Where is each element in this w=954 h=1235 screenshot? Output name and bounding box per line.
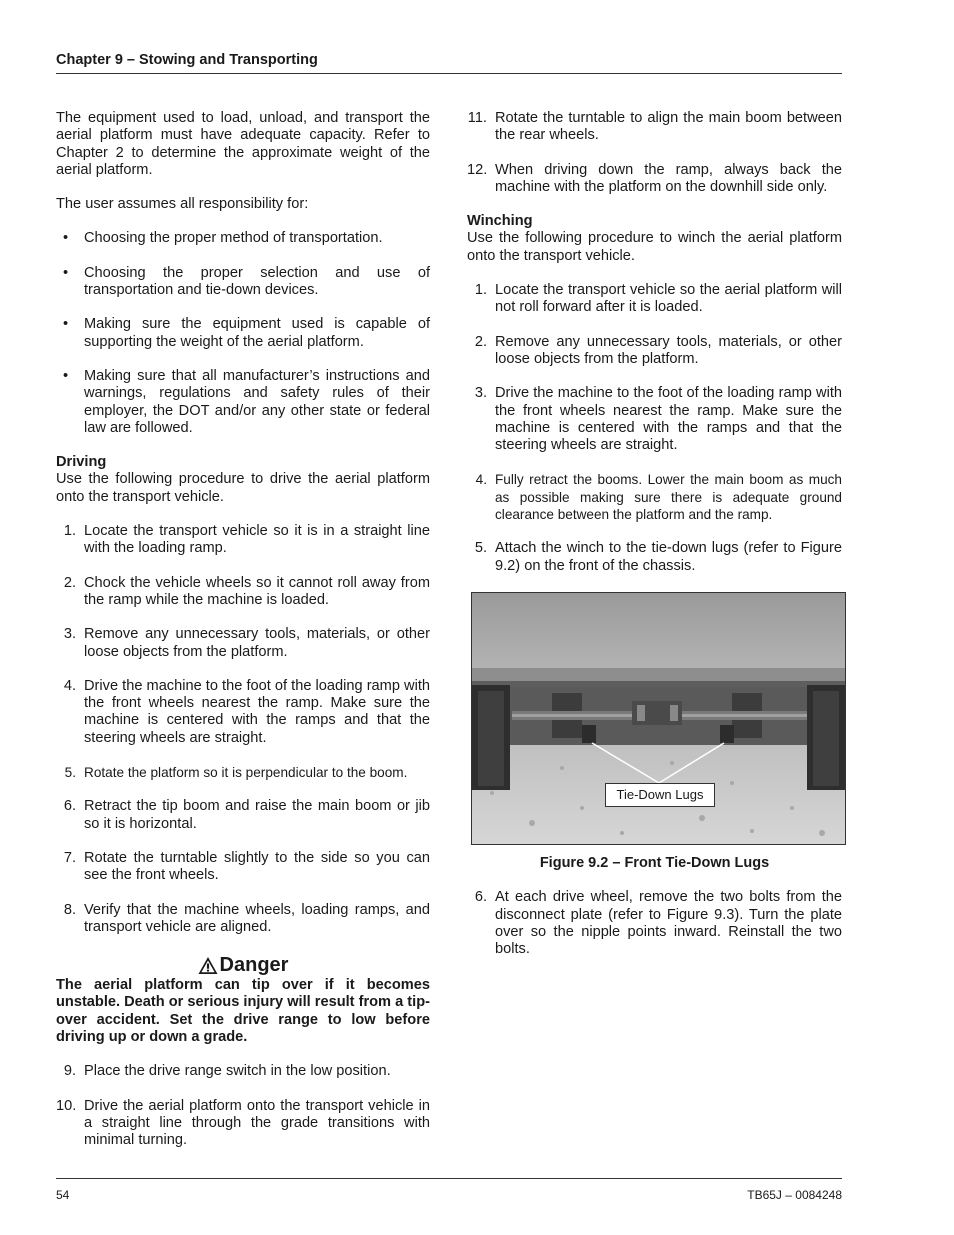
page-number: 54: [56, 1188, 70, 1202]
step-text: Drive the machine to the foot of the loading ramp with the front wheels nearest the ramp. Make sure the machine is centered with the ramps and that the steering wheels are straight.: [84, 677, 430, 746]
driving-steps-end: [467, 110, 842, 196]
list-item: • Choosing the proper method of transportation.: [56, 230, 430, 247]
step-text: Rotate the turntable slightly to the side so you can see the front wheels.: [84, 849, 430, 884]
step-text: Retract the tip boom and raise the main boom or jib so it is horizontal.: [84, 798, 430, 832]
list-item: [56, 626, 430, 661]
list-item: [56, 798, 430, 833]
step-text: Fully retract the booms. Lower the main boom as much as possible making sure there is adequate ground clearance between the platform and the ramp.: [495, 472, 842, 523]
responsibility-list: [56, 230, 430, 437]
list-item: [467, 334, 842, 369]
step-text: Locate the transport vehicle so it is in a straight line with the loading ramp.: [84, 523, 430, 557]
figure-caption: Figure 9.2 – Front Tie-Down Lugs: [539, 854, 770, 871]
step-number: 4.: [63, 677, 76, 694]
step-number: 9.: [63, 1063, 76, 1080]
list-item: [56, 850, 430, 885]
winching-heading: Winching: [467, 213, 533, 230]
step-text: Remove any unnecessary tools, materials, or other loose objects from the platform.: [495, 333, 842, 367]
step-number: 5.: [474, 540, 487, 557]
step-text: Drive the machine to the foot of the loading ramp with the front wheels nearest the ramp. Make sure the machine is centered with the ramps and that the steering wheels are straight.: [495, 385, 842, 454]
step-text: Drive the aerial platform onto the transport vehicle in a straight line through the grade transitions with minimal turning.: [84, 1097, 430, 1149]
step-number: 12.: [467, 161, 488, 178]
step-number: 8.: [63, 901, 76, 918]
driving-heading: Driving: [56, 454, 107, 471]
danger-title-row: [56, 953, 430, 977]
document-id: TB65J – 0084248: [747, 1188, 842, 1202]
step-text: When driving down the ramp, always back the machine with the platform on the downhill side only.: [495, 161, 842, 195]
list-item: [56, 764, 430, 781]
step-text: Locate the transport vehicle so the aerial platform will not roll forward after it is loaded.: [495, 282, 842, 316]
step-number: 3.: [474, 385, 487, 402]
responsibility-paragraph: The user assumes all responsibility for:: [56, 196, 309, 213]
step-number: 2.: [474, 333, 487, 350]
warning-triangle-icon: [198, 956, 218, 975]
step-text: At each drive wheel, remove the two bolts from the disconnect plate (refer to Figure 9.3). Turn the plate over so the nipple points inward. Reinstall the two bolts.: [495, 889, 842, 958]
intro-paragraph: The equipment used to load, unload, and transport the aerial platform must have adequate capacity. Refer to Chapter 2 to determine the approximate weight of the aerial platform.: [56, 110, 430, 178]
list-item: [56, 575, 430, 610]
step-text: Verify that the machine wheels, loading ramps, and transport vehicle are aligned.: [84, 901, 430, 935]
step-number: 1.: [63, 523, 76, 540]
step-text: Rotate the turntable to align the main boom between the rear wheels.: [495, 110, 842, 144]
right-column: [467, 110, 842, 975]
list-item: [467, 282, 842, 317]
list-item: [56, 678, 430, 747]
danger-title: Danger: [219, 954, 289, 977]
list-item: • Choosing the proper selection and use of transportation and tie-down devices.: [56, 265, 430, 300]
step-number: 1.: [474, 282, 487, 299]
list-item: [467, 471, 842, 523]
tie-down-lugs-photo: [471, 592, 846, 845]
step-number: 6.: [474, 889, 487, 906]
winching-steps: [467, 282, 842, 575]
step-text: Remove any unnecessary tools, materials, or other loose objects from the platform.: [84, 626, 430, 660]
list-item: [56, 902, 430, 937]
step-number: 5.: [64, 765, 76, 781]
step-number: 2.: [63, 574, 76, 591]
step-number: 6.: [63, 798, 76, 815]
list-item: [467, 110, 842, 145]
list-item: • Making sure the equipment used is capable of supporting the weight of the aerial platform.: [56, 316, 430, 351]
chapter-header: Chapter 9 – Stowing and Transporting: [56, 52, 842, 74]
footer-divider: [56, 1178, 842, 1179]
winching-intro: Use the following procedure to winch the aerial platform onto the transport vehicle.: [467, 230, 842, 264]
step-number: 3.: [63, 626, 76, 643]
list-item: • Making sure that all manufacturer’s instructions and warnings, regulations and safety rules of their employer, the DOT and/or any other state or federal law are followed.: [56, 368, 430, 437]
step-number: 4.: [475, 472, 487, 488]
step-number: 7.: [63, 849, 76, 866]
driving-intro: Use the following procedure to drive the aerial platform onto the transport vehicle.: [56, 471, 430, 505]
list-item: [56, 523, 430, 558]
left-column: [56, 110, 430, 1166]
step-number: 11.: [467, 110, 487, 126]
list-item: [467, 162, 842, 197]
driving-steps: [56, 523, 430, 936]
tie-down-lugs-callout: Tie-Down Lugs: [605, 783, 715, 807]
step-text: Place the drive range switch in the low position.: [84, 1063, 391, 1080]
step-number: 10.: [56, 1097, 77, 1114]
driving-steps-continued: [56, 1063, 430, 1149]
winching-steps-continued: [467, 889, 842, 958]
list-item: [467, 385, 842, 454]
step-text: Attach the winch to the tie-down lugs (refer to Figure 9.2) on the front of the chassis.: [495, 540, 842, 574]
list-item: [467, 889, 842, 958]
danger-text: The aerial platform can tip over if it becomes unstable. Death or serious injury will result from a tip-over accident. Set the drive range to low before driving up or down a grade.: [56, 977, 430, 1045]
step-text: Chock the vehicle wheels so it cannot roll away from the ramp while the machine is loaded.: [84, 574, 430, 608]
step-text: Rotate the platform so it is perpendicular to the boom.: [84, 765, 408, 781]
danger-notice: [56, 953, 430, 1046]
list-item: [56, 1098, 430, 1150]
list-item: [467, 540, 842, 575]
list-item: [56, 1063, 430, 1080]
